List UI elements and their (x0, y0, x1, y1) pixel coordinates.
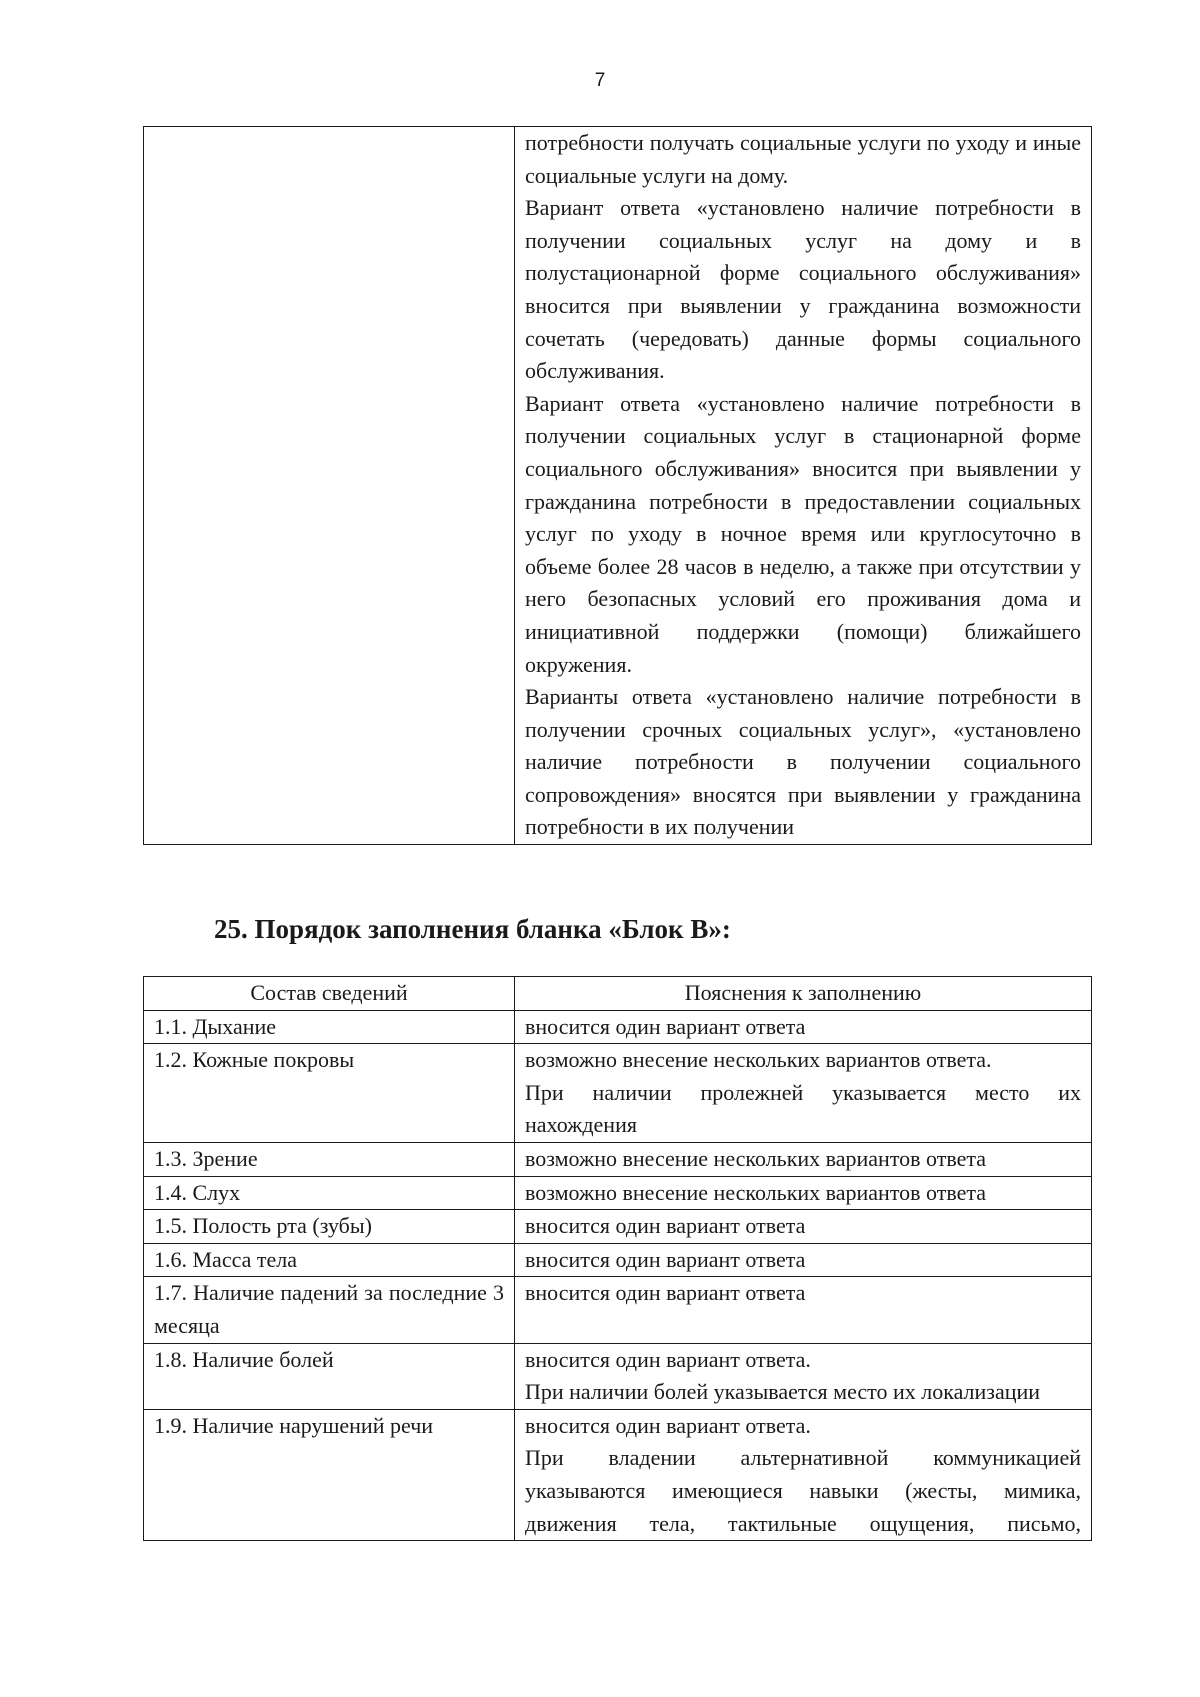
table-row (144, 1210, 1092, 1244)
note: При наличии болей указывается место их локализации (525, 1379, 1041, 1405)
table-row (144, 1409, 1092, 1540)
note: При владении альтернативной коммуникацией указываются имеющиеся навыки (жесты, мимика, движения тела, тактильные ощущения, письмо, (525, 1445, 1081, 1536)
notes-cell (515, 1243, 1092, 1277)
item-cell: 1.6. Масса тела (144, 1243, 515, 1277)
note: При наличии пролежней указывается место их нахождения (525, 1079, 1081, 1138)
item-cell: 1.2. Кожные покровы (144, 1044, 515, 1143)
notes-cell (515, 1343, 1092, 1409)
paragraph: Вариант ответа «установлено наличие потребности в получении социальных услуг на дому и в полустационарной форме социального обслуживания» вносится при выявлении у гражданина возможности сочетать (чередовать) данные формы социального обслуживания. (525, 195, 1081, 384)
table-row (144, 1343, 1092, 1409)
item-cell: 1.5. Полость рта (зубы) (144, 1210, 515, 1244)
note: возможно внесение нескольких вариантов ответа. (525, 1047, 992, 1073)
note: вносится один вариант ответа. (525, 1346, 811, 1372)
notes-cell (515, 1010, 1092, 1044)
item-cell: 1.4. Слух (144, 1176, 515, 1210)
note: вносится один вариант ответа (525, 1213, 806, 1239)
table-row (144, 1142, 1092, 1176)
column-header: Пояснения к заполнению (515, 977, 1092, 1011)
notes-cell (515, 1277, 1092, 1343)
paragraph: потребности получать социальные услуги по уходу и иные социальные услуги на дому. (525, 130, 1081, 188)
table-row (144, 1176, 1092, 1210)
page-number: 7 (594, 70, 606, 91)
notes-cell (515, 1142, 1092, 1176)
paragraph: Вариант ответа «установлено наличие потребности в получении социальных услуг в стационарной форме социального обслуживания» вносится при выявлении у гражданина потребности в предоставлении социальных услуг по уходу в ночное время или круглосуточно в объеме более 28 часов в неделю, а также при отсутствии у него безопасных условий его проживания дома и инициативной поддержки (помощи) ближайшего окружения. (525, 390, 1081, 677)
notes-cell (515, 1176, 1092, 1210)
table-row (144, 1277, 1092, 1343)
note: вносится один вариант ответа. (525, 1412, 811, 1438)
item-cell: 1.9. Наличие нарушений речи (144, 1409, 515, 1540)
explanation-cell (515, 127, 1092, 845)
paragraph: Варианты ответа «установлено наличие потребности в получении срочных социальных услуг», «установлено наличие потребности в получении социального сопровождения» вносятся при выявлении у гражданина потребности в их получении (525, 684, 1081, 840)
column-header: Состав сведений (144, 977, 515, 1011)
item-cell: 1.1. Дыхание (144, 1010, 515, 1044)
table-row (144, 127, 1092, 845)
item-cell: 1.3. Зрение (144, 1142, 515, 1176)
note: вносится один вариант ответа (525, 1013, 806, 1039)
item-cell: 1.7. Наличие падений за последние 3 месяца (144, 1277, 515, 1343)
table-header-row (144, 977, 1092, 1011)
note: вносится один вариант ответа (525, 1280, 806, 1306)
table-row (144, 1243, 1092, 1277)
table-row (144, 1044, 1092, 1143)
item-cell: 1.8. Наличие болей (144, 1343, 515, 1409)
notes-cell (515, 1409, 1092, 1540)
notes-cell (515, 1210, 1092, 1244)
section-heading: 25. Порядок заполнения бланка «Блок В»: (214, 914, 731, 944)
note: возможно внесение нескольких вариантов ответа (525, 1179, 987, 1205)
empty-cell (144, 127, 515, 845)
block-b-table (143, 976, 1092, 1541)
note: вносится один вариант ответа (525, 1246, 806, 1272)
continuation-table (143, 126, 1092, 845)
notes-cell (515, 1044, 1092, 1143)
table-row (144, 1010, 1092, 1044)
note: возможно внесение нескольких вариантов ответа (525, 1145, 987, 1171)
